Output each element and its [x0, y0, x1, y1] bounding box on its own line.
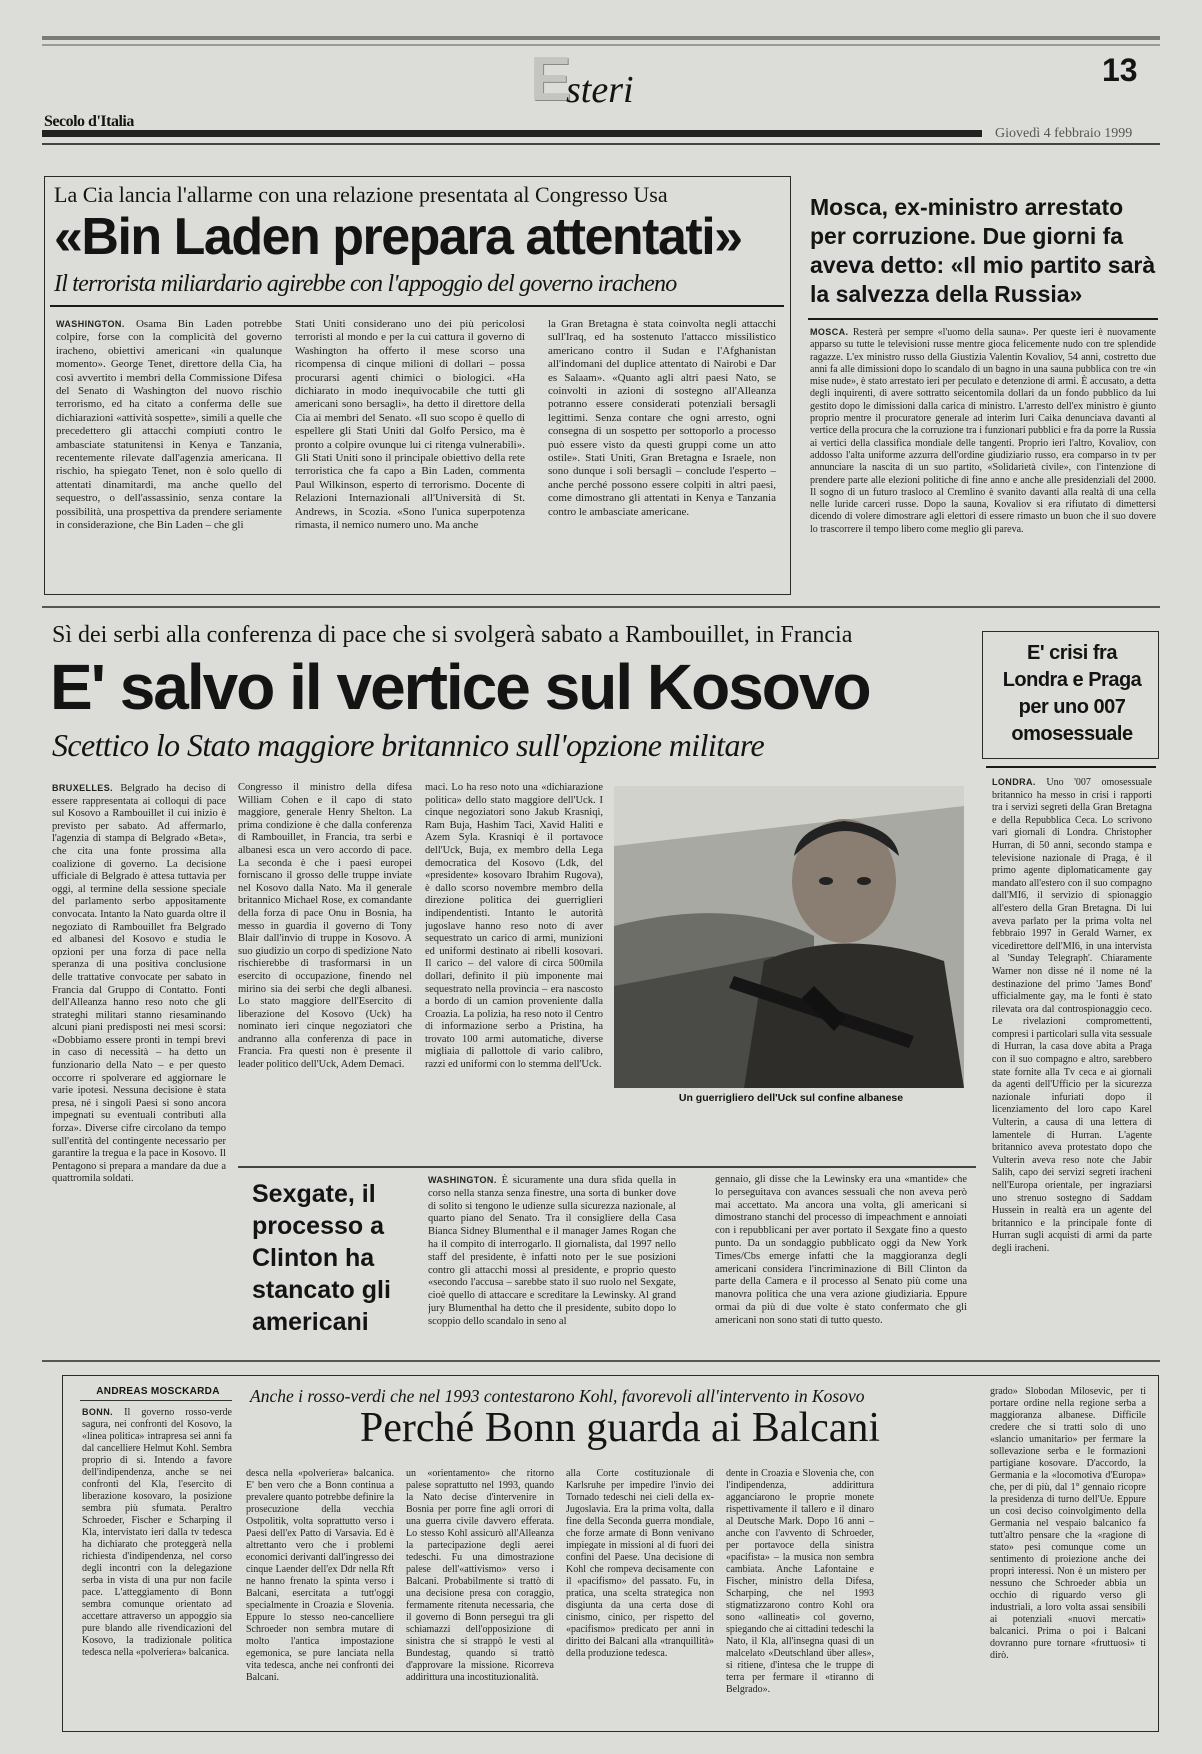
sexgate-top-rule [238, 1166, 976, 1168]
bin-laden-kicker: La Cia lancia l'allarme con una relazione presentata al Congresso Usa [54, 182, 668, 207]
masthead-rule-thin [42, 143, 1160, 145]
bin-laden-subhead: Il terrorista miliardario agirebbe con l'appoggio del governo iracheno [54, 271, 677, 297]
kosovo-col2: Congresso il ministro della difesa William Cohen e il capo di stato maggiore, generale Henry Shelton. La prima condizione è che dalla conferenza di Rambouillet, in Francia, tra serbi e albanesi esca un vero accordo di pace. La seconda è che i paesi europei forniscano il grosso delle truppe inviate nel Kosovo dalla Nato. Ma il generale britannico Michael Rose, ex comandante della forza di pace Onu in Bosnia, ha messo in guardia il governo di Tony Blair dall'invio di truppe in Kosovo. A suo giudizio un corpo di spedizione Nato rischierebbe di trasformarsi in un esercito di occupazione, finendo nel mirino sia dei serbi che degli albanesi. Lo stato maggiore dell'Esercito di liberazione del Kosovo (Uck) ha nominato ieri cinque negoziatori che andranno alla conferenza di pace in Francia. Fra questi non è presente il leader politico dell'Uck, Adem Demaci. [238, 782, 412, 1071]
page-number: 13 [1102, 52, 1138, 88]
bin-laden-col2: Stati Uniti considerano uno dei più pericolosi terroristi al mondo e per la cui cattura il governo di Washington ha offerto il mese scorso una ricompensa di cinque milioni di dollari – possa procurarsi agenti chimici o biologici. «Ha dichiarato in modo inequivocabile che tutti gli americani sono bersagli», ha detto il direttore della Cia ai membri del Senato. «Il suo scopo è quello di espellere gli Stati Uniti dal Golfo Persico, ma è pronto a colpire ovunque lui ci ritenga vulnerabili». Gli Stati Uniti sono il principale obiettivo della rete terroristica che fa capo a Bin Laden, commenta Paul Wilkinson, esperto di terrorismo. Docente di Relazioni Internazionali all'Università di St. Andrews, in Scozia. «Sono l'unica superpotenza rimasta, il nemico numero uno. Ma anche [295, 318, 525, 532]
bin-laden-headline: «Bin Laden prepara attentati» [54, 208, 742, 266]
bonn-kicker: Anche i rosso-verdi che nel 1993 contestarono Kohl, favorevoli all'intervento in Kosovo [250, 1386, 865, 1406]
bonn-col5: dente in Croazia e Slovenia che, con l'indipendenza, addirittura agganciarono le proprie monete rispettivamente il tallero e il dinaro al Deutsche Mark. Dopo 16 anni – anche con l'avvento di Schroeder, per portavoce della sinistra «pacifista» – la musica non sembra cambiata. Anche Lafontaine e Fischer, ministro della Difesa, Scharping, che nel 1993 stigmatizzarono contro Kohl ora sono «allineati» col governo, spiegando che ai cittadini tedeschi la Nato, il Kla, all'insegna quasi di un malcelato «Deutschland über alles», si ritiene, d'intesa che le truppe di terra per fermare il «tiranno di Belgrado». [726, 1468, 874, 1695]
kosovo-col1: BRUXELLES. Belgrado ha deciso di essere rappresentata ai colloqui di pace sul Kosovo a Rambouillet il cui inizio è previsto per sabato. Ad affermarlo, l'agenzia di stampa di Belgrado «Beta», che cita una fonte prossima alla coalizione di governo. La decisione ufficiale di Belgrado è attesa tuttavia per oggi, al termine della sessione speciale del parlamento serbo appositamente convocata. Intanto la Nato guarda oltre il negoziato di Rambouillet fra Belgrado ed albanesi del Kosovo e studia le opzioni per una forza di pace nella speranza di una positiva conclusione delle trattative convocate per sabato in Francia dal Gruppo di Contatto. Fonti dell'Alleanza hanno reso noto che gli strateghi militari stanno riesaminando alcuni piani predisposti nei mesi scorsi: «Dobbiamo essere pronti in tempi brevi in caso di necessità – ha detto un funzionario della Nato – e per questo occorre ri spolverare ed aggiornare le varie ipotesi. Nessuna decisione è stata presa, né i singoli Paesi si sono ancora impegnati su eventuali contributi alla forza». Diverse cifre circolano da tempo sull'entità del contingente necessario per garantire la tregua e la pace in Kosovo. Il Pentagono si prepara a mandare da due a quattromila soldati. [52, 783, 226, 1185]
bonn-byline: ANDREAS MOSCKARDA [96, 1386, 220, 1397]
section-label: steri [566, 69, 634, 111]
sexgate-col2: gennaio, gli disse che la Lewinsky era una «mantide» che lo perseguitava con avances sessuali che non aveva però mai accettato. Ma ancora una volta, gli americani si dimostrano stanchi del processo di impeachment e annoiati con i repubblicani per aver portato il Sexgate fino a questo punto. Da un sondaggio pubblicato oggi da New York Times/Cbs emerge infatti che la maggioranza degli americani considera l'incriminazione di Bill Clinton da parte della Camera e il processo al Senato più come una manovra politica che una vera azione giudiziaria. Eppure ormai da più di due volte è stato confermato che gli americani non sono stati di tutto questo. [715, 1174, 967, 1326]
bonn-dateline: BONN. [82, 1407, 113, 1417]
issue-date: Giovedì 4 febbraio 1999 [995, 126, 1133, 141]
bonn-col6: grado» Slobodan Milosevic, per ti portare ordine nella regione serba a maggioranza albanese. Difficile credere che si tratti solo di uno «slancio umanitario» per fermare la sollevazione serba e le formazioni partigiane kosovare. D'accordo, la Germania e la «locomotiva d'Europa» che, per di più, dal 1° gennaio ricopre la presidenza di turno dell'Ue. Eppure un così deciso coinvolgimento della Germania nel vespaio balcanico fa tutt'altro pensare che la «ragione di stato» pesi comunque come un sentimento di proiezione anche dei propri interessi. Non è un mistero per nessuno che Schroeder abbia un occhio di riguardo verso gli industriali, a loro volta assai sensibili ai potenziali «nuovi mercati» balcanici. Prima o poi i Balcani dovranno pure tornare «fruttuosi» ti dirò. [990, 1386, 1146, 1661]
sexgate-headline: Sexgate, il processo a Clinton ha stancato gli americani [252, 1180, 391, 1336]
paper-name: Secolo d'Italia [44, 113, 134, 130]
londra-dateline: LONDRA. [992, 777, 1036, 787]
mid-rule [42, 606, 1160, 608]
bonn-col4: alla Corte costituzionale di Karlsruhe per impedire l'invio dei Tornado tedeschi nei cieli della ex-Jugoslavia. Era la prima volta, dalla fine della Seconda guerra mondiale, che forze armate di Bonn venivano impiegate in missioni al di fuori dei confini del Paese. Una decisione di Kohl che rompeva decisamente con il «pacifismo» del passato. Fu, in pratica, una scelta strategica non disgiunta da una certa dose di cinismo, cinico, per rispetto del «pacifismo» predicato per anni in diritto dei Balcani alla «tranquillità» della produzione tedesca. [566, 1468, 714, 1659]
mosca-headline: Mosca, ex-ministro arrestato per corruzione. Due giorni fa aveva detto: «Il mio partito sarà la salvezza della Russia» [810, 194, 1156, 307]
sexgate-col1: WASHINGTON. È sicuramente una dura sfida quella in corso nella stanza senza finestre, una sorta di bunker dove di solito si tengono le udienze sulla sicurezza nazionale, al quarto piano del Senato. Tra il consigliere della Casa Bianca Sidney Blumenthal e il manager James Rogan che ha il compito di interrogarlo. Il giornalista, dal 1997 nello staff del presidente, è infatti noto per le sue posizioni contro gli attacchi mossi al presidente, e proprio questo «secondo l'accusa – sarebbe stato il suo ruolo nel Sexgate, cioè quello di attaccare e screditare la Lewinsky. Al grand jury Blumenthal ha detto che il presidente, subito dopo lo scoppio dello scandalo in seno al [428, 1175, 676, 1327]
mosca-dateline: MOSCA. [810, 327, 849, 337]
bonn-byline-rule [80, 1400, 232, 1401]
kosovo-subhead: Scettico lo Stato maggiore britannico sull'opzione militare [52, 727, 765, 763]
kosovo-col3: maci. Lo ha reso noto una «dichiarazione politica» dello stato maggiore dell'Uck. I cinque negoziatori sono Jakub Krasniqi, Ram Buja, Hashim Taci, Xavid Haliti e Azem Syla. Krasniqi è il portavoce dell'Uck, Buja, ex membro della Lega democratica del Kosovo (Ldk, del «presidente» kosovaro Ibrahim Rugova), è dallo scorso novembre membro della direzione politica dei guerriglieri indipendentisti. Intanto le autorità jugoslave hanno reso noto di aver sequestrato un carico di armi, munizioni ed uniformi destinato ai ribelli kosovari. Il carico – del valore di circa 500mila dollari, definito il più imponente mai sequestrato nella provincia – era nascosto a bordo di un camion proveniente dalla Croazia. La polizia, ha reso noto il Centro di informazione serbo a Pristina, ha trovato 100 armi automatiche, diverse migliaia di pallottole di vario calibro, razzi ed uniformi con lo stemma dell'Uck. [425, 782, 603, 1071]
masthead-rule [42, 130, 982, 137]
photo-guerrigliero [614, 786, 964, 1088]
londra-rule [986, 766, 1156, 768]
bonn-col3: un «orientamento» che ritorno palese soprattutto nel 1993, quando la Nato decise d'intervenire in Bosnia per porre fine agli orrori di una guerra civile davvero efferata. Lo stesso Kohl assicurò all'Alleanza la partecipazione degli aerei tedeschi. Fu una dimostrazione palese dell'«attivismo» verso i Balcani. Probabilmente si trattò di una decisione presa con coraggio, fermamente ritenuta necessaria, che il governo di Bonn perseguì tra gli schiamazzi dell'opposizione di sinistra che si strappò le vesti al Bundestag, quando si trattò d'approvare la missione. Ricorreva addirittura una incostituzionalità. [406, 1468, 554, 1683]
guerrigliero-silhouette-icon [614, 786, 964, 1088]
londra-headline: E' crisi fra Londra e Praga per uno 007 omosessuale [1002, 642, 1142, 745]
photo-caption: Un guerrigliero dell'Uck sul confine albanese [678, 1092, 904, 1104]
kosovo-kicker: Sì dei serbi alla conferenza di pace che si svolgerà sabato a Rambouillet, in Francia [52, 622, 853, 648]
bonn-headline: Perché Bonn guarda ai Balcani [359, 1405, 881, 1451]
mosca-rule [808, 318, 1158, 320]
mosca-body: MOSCA. Resterà per sempre «l'uomo della sauna». Per queste ieri è nuovamente apparso su tutte le televisioni russe mentre gioca felicemente nudo con tre splendide ragazze. L'ex ministro russo della Giustizia Valentin Kovaliov, 54 anni, costretto due anni fa alle dimissioni dopo lo scandalo di un bagno in una sauna pubblica con tre «in mise nude», è stato arrestato ieri per peculato e detenzione di armi. È accusato, a detta degli inquirenti, di avere sottratto seicentomila dollari da un fondo pubblico da lui gestito dopo le dimissioni dalla carica di ministro. L'arresto dell'ex ministro è giunto proprio mentre il procuratore generale ad interim Iuri Caika denunciava davanti al vertice della procura che la corruzione tra i funzionari pubblici e fra da porre la Russia ai vertici della classifica mondiale delle tangenti. Proprio ieri l'altro, Kovaliov, con addosso l'alta uniforme azzurra dell'ordine giudiziario russo, era comparso in tv per annunciare la nascita di un suo partito, «Solidarietà civile», con l'intenzione di prendere parte alle elezioni politiche di fine anno e anche alle presidenziali del 2000. Il sogno di un futuro trasloco al Cremlino è svanito davanti alla realtà di una cella nelle luride carceri russe. Dopo la sauna, Kovaliov si era rifiutato di dimettersi dicendo di volere dimostrare agli elettori di essere rimasto un buon che il suo dovere lo trascorrere il tempo libero come meglio gli pareva. [810, 327, 1156, 535]
bin-laden-subhead-rule [50, 305, 784, 307]
section-initial: E [530, 45, 572, 114]
londra-body: LONDRA. Uno '007 omosessuale britannico ha messo in crisi i rapporti tra i servizi segreti della Gran Bretagna e della Repubblica Ceca. Lo scrivono vari giornali di Londra. Christopher Hurran, di 50 anni, secondo stampa e televisione nazionale di Praga, è il primo agente diplomaticamente gay mandato all'estero con il suo compagno dall'MI6, il servizio di spionaggio all'estero della Gran Bretagna. Di lui aveva parlato per la prima volta nel febbraio 1997 in Gerald Warner, ex vicedirettore dell'MI6, in una intervista al 'Sunday Telegraph'. Chiaramente Warner non disse né il nome né la destinazione del primo 'James Bond' ufficialmente gay, ma le fonti è stato rilevata ora dal controspionaggio ceco. Le rivelazioni compromettenti, compresi i particolari sulla vita sessuale di Hurran, la casa dove abita a Praga con il suo compagno e altro, sarebbero state fornite alla Tv ceca e ai giornali da agenti dell'Ufficio per la sicurezza nazionale infuriati dopo il licenziamento del loro capo Karel Vulterin, a causa di una lettera di lamentele di Hurran. L'agente britannico aveva protestato dopo che Vulterin aveva reso note che Jabir Salih, capo dei servizi segreti iracheni nell'Europa orientale, per ingraziarsi uno strenuo sostegno di Saddam Hussein in realtà era un agente del britannico e la principale fonte di Hurran sugli acquisti di armi da parte degli iracheni. [992, 777, 1152, 1254]
bin-laden-dateline: WASHINGTON. [56, 319, 125, 329]
bin-laden-col3: la Gran Bretagna è stata coinvolta negli attacchi sull'Iraq, ed ha sostenuto l'attacco missilistico americano contro il Sudan e l'Afghanistan all'indomani del duplice attentato di Nairobi e Dar es Salaam». «Quanto agli altri paesi Nato, se coinvolti in azioni di sostegno all'Alleanza potranno essere considerati potenziali bersagli legittimi. Senza contare che ogni arresto, ogni consegna di un sospetto per sottoporlo a processo può essere visto da questi gruppi come un atto ostile». Stati Uniti, Gran Bretagna e Israele, non sono dunque i soli bersagli – conclude l'esperto – anche perché possono essere colpiti in altri paesi, come dimostrano gli attentati in Kenya e Tanzania contro le ambasciate americane. [548, 318, 776, 518]
bin-laden-col1: WASHINGTON. Osama Bin Laden potrebbe colpire, forse con la complicità del governo iracheno, obiettivi americani «in qualunque momento». George Tenet, direttore della Cia, ha così avvertito i membri della Commissione Difesa del Senato di Washington del nuovo rischio terrorismo, ed ha citato a conferma delle sue dichiarazioni «attività sospette», simili a quelle che precedettero gli attacchi compiuti contro le ambasciate statunitensi in Kenya e Tanzania, recentemente rilevate dall'agenzia americana. Il rischio, ha spiegato Tenet, non è solo quello di attentati dinamitardi, ma anche quello del sequestro, o dell'assassinio, senza contare la possibilità, una prospettiva da prendere seriamente in considerazione, che Bin Laden – che gli [56, 318, 282, 532]
section-title [530, 40, 680, 114]
sexgate-dateline: WASHINGTON. [428, 1175, 497, 1185]
bonn-col2: desca nella «polveriera» balcanica. E' ben vero che a Bonn continua a prevalere quanto potrebbe definire la prosecuzione della vecchia Ostpolitik, volta soprattutto verso i Paesi dell'ex Patto di Varsavia. Ed è altrettanto vero che i problemi economici derivanti dall'ingresso dei cinque Laender dell'ex Ddr nella Rft ne hanno frenato la spinta verso i Balcani, esercitata a tutt'oggi specialmente in Croazia e Slovenia. Eppure lo stesso neo-cancelliere Schroeder non sembra mutare di molto l'antica impostazione egemonica, se pure lanciata nella vita tedesca, anche nei confronti dei Balcani. [246, 1468, 394, 1683]
bonn-col1: BONN. Il governo rosso-verde sagura, nei confronti del Kosovo, la «linea politica» intrapresa sei anni fa dal cancelliere Helmut Kohl. Sembra proprio di sì. Intendo a favore dell'indipendenza, anche se nei confronti del Kla, l'esercito di liberazione kosovaro, la posizione sembra più sfumata. Peraltro Schroeder, Fischer e Scharping il Kla, intervistato ieri dalla tv tedesca ha dichiarato che proteggerà nella richiesta d'indipendenza, nel corso degli incontri con la delegazione serba in vista di una pur non facile pace. L'atteggiamento di Bonn sembra comunque orientato ad accettare attraverso un appoggio sia pure blando alle rivendicazioni del Kosovo, la tradizionale politica tedesca nella «polveriera» balcanica. [82, 1407, 232, 1658]
kosovo-headline: E' salvo il vertice sul Kosovo [50, 651, 870, 723]
bottom-section-rule [42, 1360, 1160, 1362]
kosovo-dateline: BRUXELLES. [52, 783, 114, 793]
